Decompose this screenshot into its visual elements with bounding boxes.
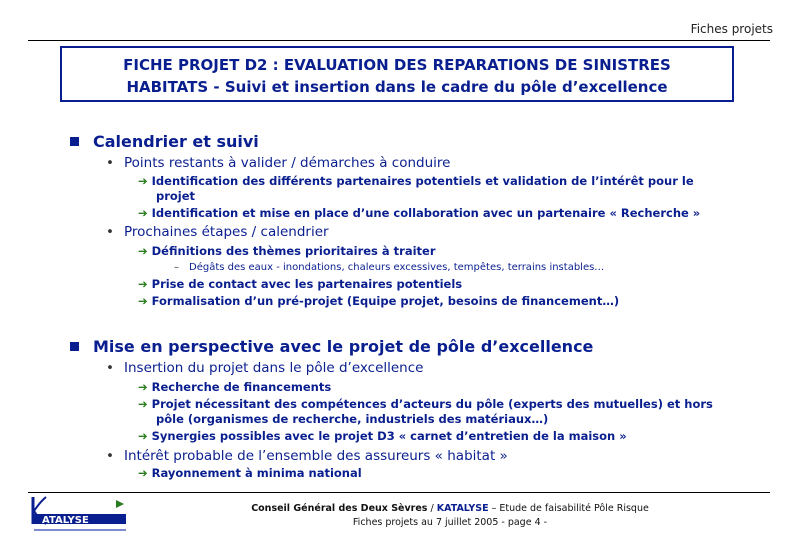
page-title <box>60 46 734 102</box>
arrow-item: ➔ Identification des différents partenaires potentiels et validation de l’intérêt pour le projet <box>138 174 694 203</box>
footer-divider <box>28 492 770 493</box>
dot-icon: • <box>106 360 114 376</box>
arrow-right-icon: ➔ <box>138 277 148 291</box>
footer-text: Conseil Général des Deux Sèvres / KATALYSE – Etude de faisabilité Pôle Risque Fiches projets au 7 juillet 2005 - page 4 - <box>200 502 700 530</box>
header-divider <box>28 40 770 41</box>
dot-icon: • <box>106 448 114 464</box>
svg-text:ATALYSE: ATALYSE <box>42 515 89 526</box>
square-bullet-icon <box>70 137 79 146</box>
arrow-item: ➔ Recherche de financements <box>138 380 332 394</box>
arrow-item: ➔ Prise de contact avec les partenaires potentiels <box>138 277 463 291</box>
arrow-item: ➔ Rayonnement à minima national <box>138 466 362 480</box>
bullet-interet: • Intérêt probable de l’ensemble des assureurs « habitat » <box>106 448 508 464</box>
arrow-item: ➔ Synergies possibles avec le projet D3 « carnet d’entretien de la maison » <box>138 429 627 443</box>
arrow-item: ➔ Projet nécessitant des compétences d’acteurs du pôle (experts des mutuelles) et hors pôle (organismes de recherche, industriels des matériaux…) <box>138 397 713 426</box>
section-heading-calendrier: Calendrier et suivi <box>70 132 259 151</box>
bullet-insertion: • Insertion du projet dans le pôle d’excellence <box>106 360 424 376</box>
arrow-right-icon: ➔ <box>138 244 148 258</box>
bullet-points-restants: • Points restants à valider / démarches à conduire <box>106 155 451 171</box>
sub-item: – Dégâts des eaux - inondations, chaleurs excessives, tempêtes, terrains instables… <box>174 262 605 273</box>
footer-page-info: Fiches projets au 7 juillet 2005 - page 4 - <box>352 517 548 528</box>
arrow-item: ➔ Définitions des thèmes prioritaires à traiter <box>138 244 436 258</box>
arrow-right-icon: ➔ <box>138 397 148 411</box>
arrow-right-icon: ➔ <box>138 429 148 443</box>
bullet-prochaines-etapes: • Prochaines étapes / calendrier <box>106 224 329 240</box>
arrow-right-icon: ➔ <box>138 174 148 188</box>
arrow-item: ➔ Identification et mise en place d’une collaboration avec un partenaire « Recherche » <box>138 206 701 220</box>
square-bullet-icon <box>70 342 79 351</box>
dot-icon: • <box>106 155 114 171</box>
arrow-item: ➔ Formalisation d’un pré-projet (Equipe projet, besoins de financement…) <box>138 294 620 308</box>
section-heading-perspective: Mise en perspective avec le projet de pôle d’excellence <box>70 337 593 356</box>
arrow-right-icon: ➔ <box>138 466 148 480</box>
title-line-1: FICHE PROJET D2 : EVALUATION DES REPARATIONS DE SINISTRES <box>123 56 671 74</box>
arrow-right-icon: ➔ <box>138 294 148 308</box>
title-line-2: HABITATS - Suivi et insertion dans le cadre du pôle d’excellence <box>126 78 668 96</box>
arrow-right-icon: ➔ <box>138 380 148 394</box>
header-label: Fiches projets <box>690 22 773 36</box>
dot-icon: • <box>106 224 114 240</box>
katalyse-logo <box>30 494 130 534</box>
arrow-right-icon: ➔ <box>138 206 148 220</box>
